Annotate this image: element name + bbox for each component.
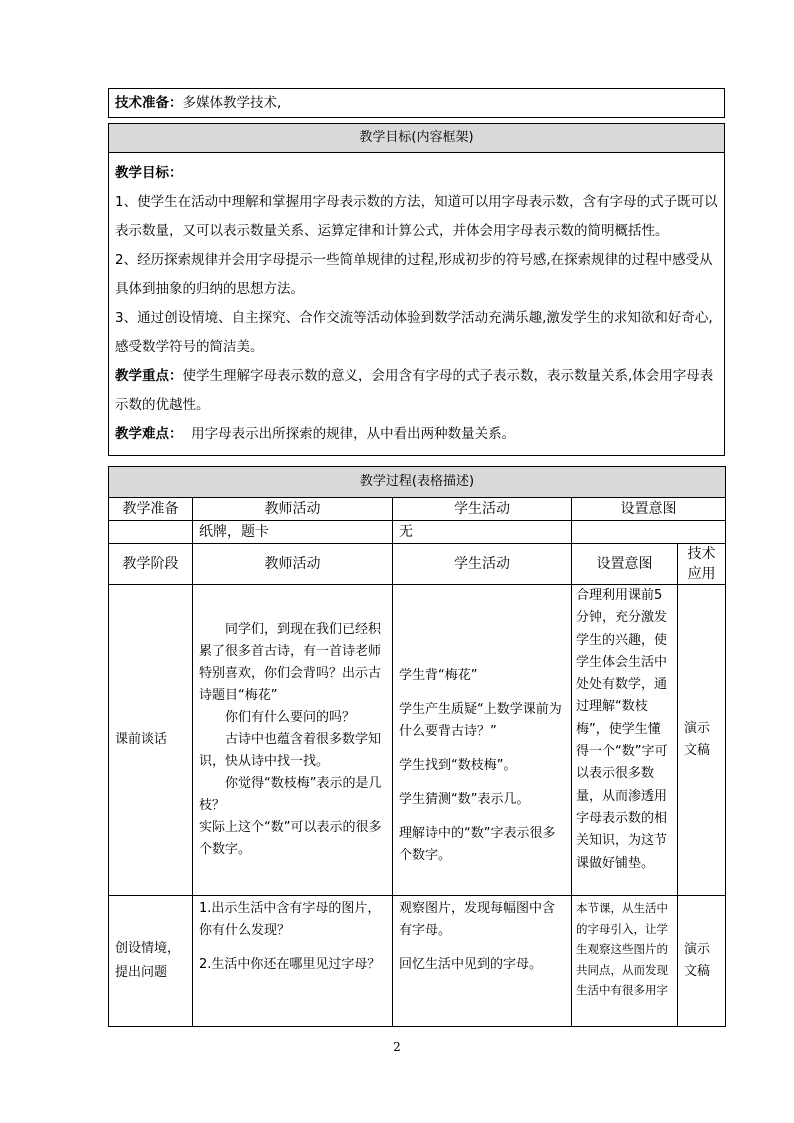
col-tech: 技术应用 [678,544,726,585]
teacher-activity-cell [193,585,393,896]
tech-prep-label: 技术准备： [115,95,183,111]
tech-prep-table [108,88,725,118]
intent-cell: 本节课，从生活中的字母引入，让学生观察这些图片的共同点，从而发现生活中有很多用字 [572,896,678,1027]
col-intent: 设置意图 [572,544,678,585]
objectives-content [109,153,725,456]
teacher-line: 你们有什么要问的吗？ [225,710,356,725]
process-header: 教学过程(表格描述) [109,467,726,498]
prep-row-teacher: 教师活动 [193,498,393,521]
col-teacher: 教师活动 [193,544,393,585]
page-number: 2 [393,1040,401,1054]
tech-prep-cell [109,89,725,118]
teacher-line: 2.生活中你还在哪里见过字母？ [199,957,381,972]
teacher-line: 古诗中也蕴含着很多数学知识，快从诗中找一找。 [199,732,382,769]
prep-row-intent: 设置意图 [572,498,726,521]
student-line: 学生产生质疑“上数学课前为什么要背古诗？” [399,702,562,739]
col-student: 学生活动 [393,544,572,585]
tech-cell: 演示文稿 [678,585,726,896]
student-activity-cell [393,585,572,896]
key-point-label: 教学重点： [115,368,183,384]
process-table [108,466,726,1027]
prep-row-label: 教学准备 [109,498,193,521]
materials-teacher: 纸牌，题卡 [193,521,393,544]
student-line: 学生背“梅花” [399,668,478,683]
col-stage: 教学阶段 [109,544,193,585]
student-line: 学生找到“数枝梅”。 [399,758,517,773]
student-line: 观察图片，发现每幅图中含有字母。 [399,901,556,938]
difficulty-label: 教学难点： [115,426,183,442]
tech-cell: 演示文稿 [678,896,726,1027]
teacher-line: 同学们，到现在我们已经积累了很多首古诗，有一首诗老师特别喜欢，你们会背吗？出示古诗题目“梅花” [199,622,382,703]
difficulty-point [115,420,718,449]
materials-intent-empty [572,521,726,544]
objectives-table [108,123,725,456]
tech-prep-value: 多媒体教学技术, [182,95,282,111]
key-point-text: 使学生理解字母表示数的意义，会用含有字母的式子表示数，表示数量关系,体会用字母表示数的优越性。 [115,368,714,413]
student-line: 回忆生活中见到的字母。 [399,957,543,972]
objective-item-3: 3、通过创设情境、自主探究、合作交流等活动体验到数学活动充满乐趣,激发学生的求知欲和好奇心,感受数学符号的简洁美。 [115,310,713,355]
teacher-line: 1.出示生活中含有字母的图片，你有什么发现？ [199,901,381,938]
key-point [115,362,718,420]
prep-row-student: 学生活动 [393,498,572,521]
objectives-title: 教学目标： [115,165,183,181]
stage-cell: 创设情境，提出问题 [109,896,193,1027]
difficulty-text: 用字母表示出所探索的规律，从中看出两种数量关系。 [182,426,516,442]
materials-empty-cell [109,521,193,544]
teacher-line: 实际上这个“数”可以表示的很多个数字。 [199,820,382,857]
student-line: 理解诗中的“数”字表示很多个数字。 [399,826,556,863]
objectives-header: 教学目标(内容框架) [109,124,725,153]
teacher-activity-cell [193,896,393,1027]
teacher-line: 你觉得“数枝梅”表示的是几枝？ [199,776,382,813]
student-activity-cell [393,896,572,1027]
objective-item-1: 1、使学生在活动中理解和掌握用字母表示数的方法，知道可以用字母表示数，含有字母的式子既可以表示数量，又可以表示数量关系、运算定律和计算公式，并体会用字母表示数的简明概括性。 [115,194,718,239]
student-line: 学生猜测“数”表示几。 [399,792,530,807]
objective-item-2: 2、经历探索规律并会用字母提示一些简单规律的过程,形成初步的符号感,在探索规律的过程中感受从具体到抽象的归纳的思想方法。 [115,252,713,297]
stage-cell: 课前谈话 [109,585,193,896]
materials-student: 无 [393,521,572,544]
intent-cell: 合理利用课前5分钟，充分激发学生的兴趣，使学生体会生活中处处有数学，通过理解“数枝梅”，使学生懂得一个“数”字可以表示很多数量，从而渗透用字母表示数的相关知识，为这节课做好铺垫。 [572,585,678,896]
